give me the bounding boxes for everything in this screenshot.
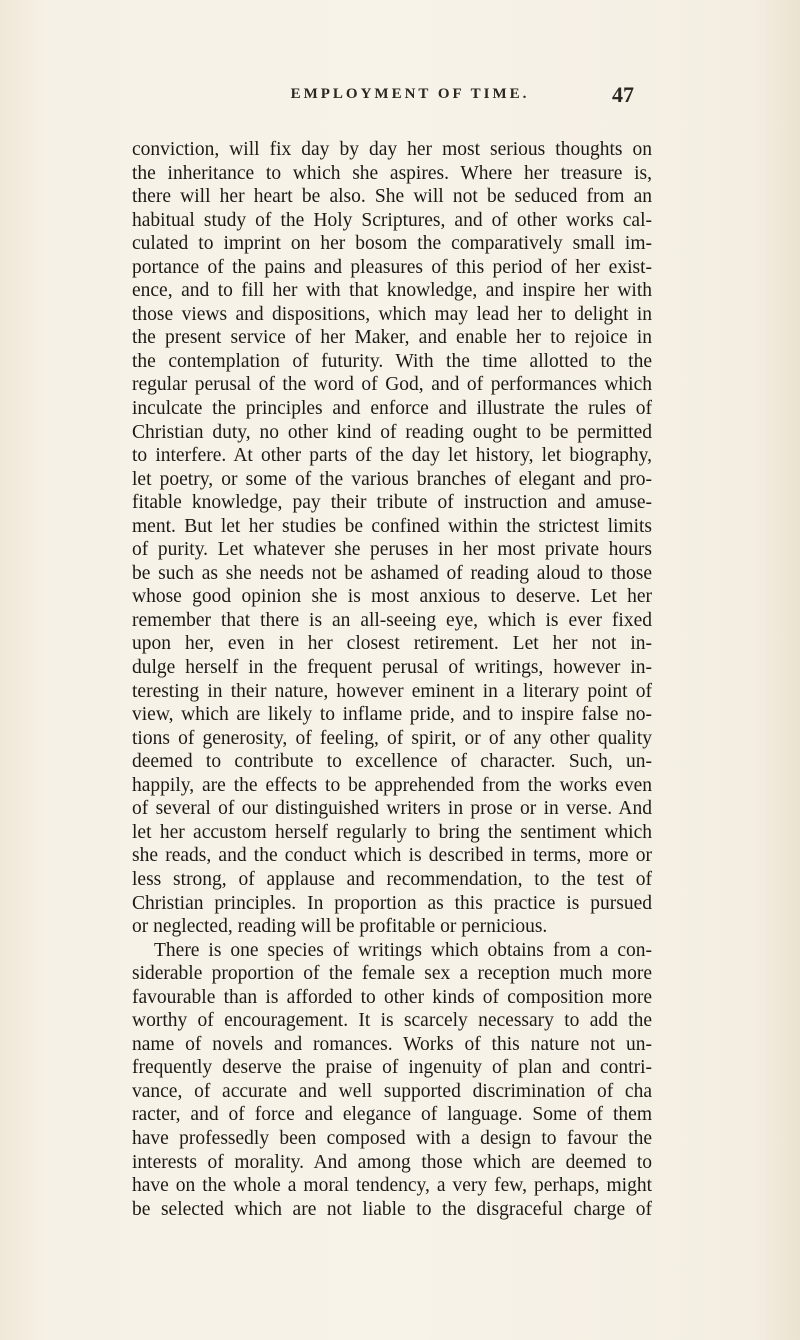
page-number: 47 (612, 82, 634, 107)
text-line: portance of the pains and pleasures of this period of her exist- (132, 256, 652, 278)
text-line: have on the whole a moral tendency, a very few, perhaps, might (132, 1175, 652, 1197)
text-line: inculcate the principles and enforce and illustrate the rules of (132, 398, 652, 420)
text-line: frequently deserve the praise of ingenuity of plan and contri- (132, 1057, 652, 1079)
text-line: less strong, of applause and recommendation, to the test of (132, 868, 652, 890)
text-line: or neglected, reading will be profitable or pernicious. (132, 916, 548, 938)
body-text (132, 138, 652, 1221)
text-line: be selected which are not liable to the disgraceful charge of (132, 1198, 652, 1220)
text-line: ment. But let her studies be confined within the strictest limits (132, 515, 652, 537)
text-line: let her accustom herself regularly to bring the sentiment which (132, 821, 652, 843)
text-line: interests of morality. And among those which are deemed to (132, 1151, 652, 1173)
text-line: the inheritance to which she aspires. Where her treasure is, (132, 162, 652, 184)
text-line: deemed to contribute to excellence of character. Such, un- (132, 751, 652, 773)
text-line: favourable than is afforded to other kinds of composition more (132, 986, 652, 1008)
text-line: happily, are the effects to be apprehended from the works even (132, 774, 652, 796)
text-line: vance, of accurate and well supported discrimination of cha (132, 1080, 652, 1102)
text-line: dulge herself in the frequent perusal of writings, however in- (132, 657, 652, 679)
text-line: there will her heart be also. She will not be seduced from an (132, 186, 652, 208)
text-line: There is one species of writings which obtains from a con- (154, 939, 652, 961)
text-line: conviction, will fix day by day her most serious thoughts on (132, 139, 652, 160)
text-line: name of novels and romances. Works of this nature not un- (132, 1033, 652, 1055)
text-line: of purity. Let whatever she peruses in her most private hours (132, 539, 652, 561)
text-line: remember that there is an all-seeing eye, which is ever fixed (132, 609, 652, 631)
text-line: teresting in their nature, however eminent in a literary point of (132, 680, 652, 702)
text-line: the present service of her Maker, and enable her to rejoice in (132, 327, 652, 349)
text-line: Christian duty, no other kind of reading ought to be permitted (132, 421, 652, 443)
text-line: the contemplation of futurity. With the time allotted to the (132, 350, 652, 372)
text-line: fitable knowledge, pay their tribute of instruction and amuse- (132, 492, 652, 514)
text-line: habitual study of the Holy Scriptures, and of other works cal- (132, 209, 652, 231)
text-line: racter, and of force and elegance of language. Some of them (132, 1104, 652, 1126)
text-line: let poetry, or some of the various branches of elegant and pro- (132, 468, 652, 490)
text-line: tions of generosity, of feeling, of spirit, or of any other quality (132, 727, 652, 749)
text-line: Christian principles. In proportion as this practice is pursued (132, 892, 652, 914)
text-line: be such as she needs not be ashamed of reading aloud to those (132, 562, 652, 584)
text-line: have professedly been composed with a design to favour the (132, 1127, 652, 1149)
text-line: those views and dispositions, which may lead her to delight in (132, 303, 652, 325)
text-line: ence, and to fill her with that knowledge, and inspire her with (132, 280, 652, 302)
text-line: siderable proportion of the female sex a reception much more (132, 963, 652, 985)
text-line: worthy of encouragement. It is scarcely necessary to add the (132, 1010, 652, 1032)
text-line: she reads, and the conduct which is described in terms, more or (132, 845, 652, 867)
text-line: regular perusal of the word of God, and of performances which (132, 374, 652, 396)
text-line: view, which are likely to inflame pride, and to inspire false no- (132, 704, 652, 726)
text-line: whose good opinion she is most anxious to deserve. Let her (132, 586, 652, 608)
text-line: of several of our distinguished writers in prose or in verse. And (132, 798, 652, 820)
running-head: EMPLOYMENT OF TIME. (290, 86, 530, 102)
text-line: culated to imprint on her bosom the comparatively small im- (132, 233, 652, 255)
text-line: upon her, even in her closest retirement. Let her not in- (132, 633, 652, 655)
text-line: to interfere. At other parts of the day let history, let biography, (132, 445, 652, 467)
